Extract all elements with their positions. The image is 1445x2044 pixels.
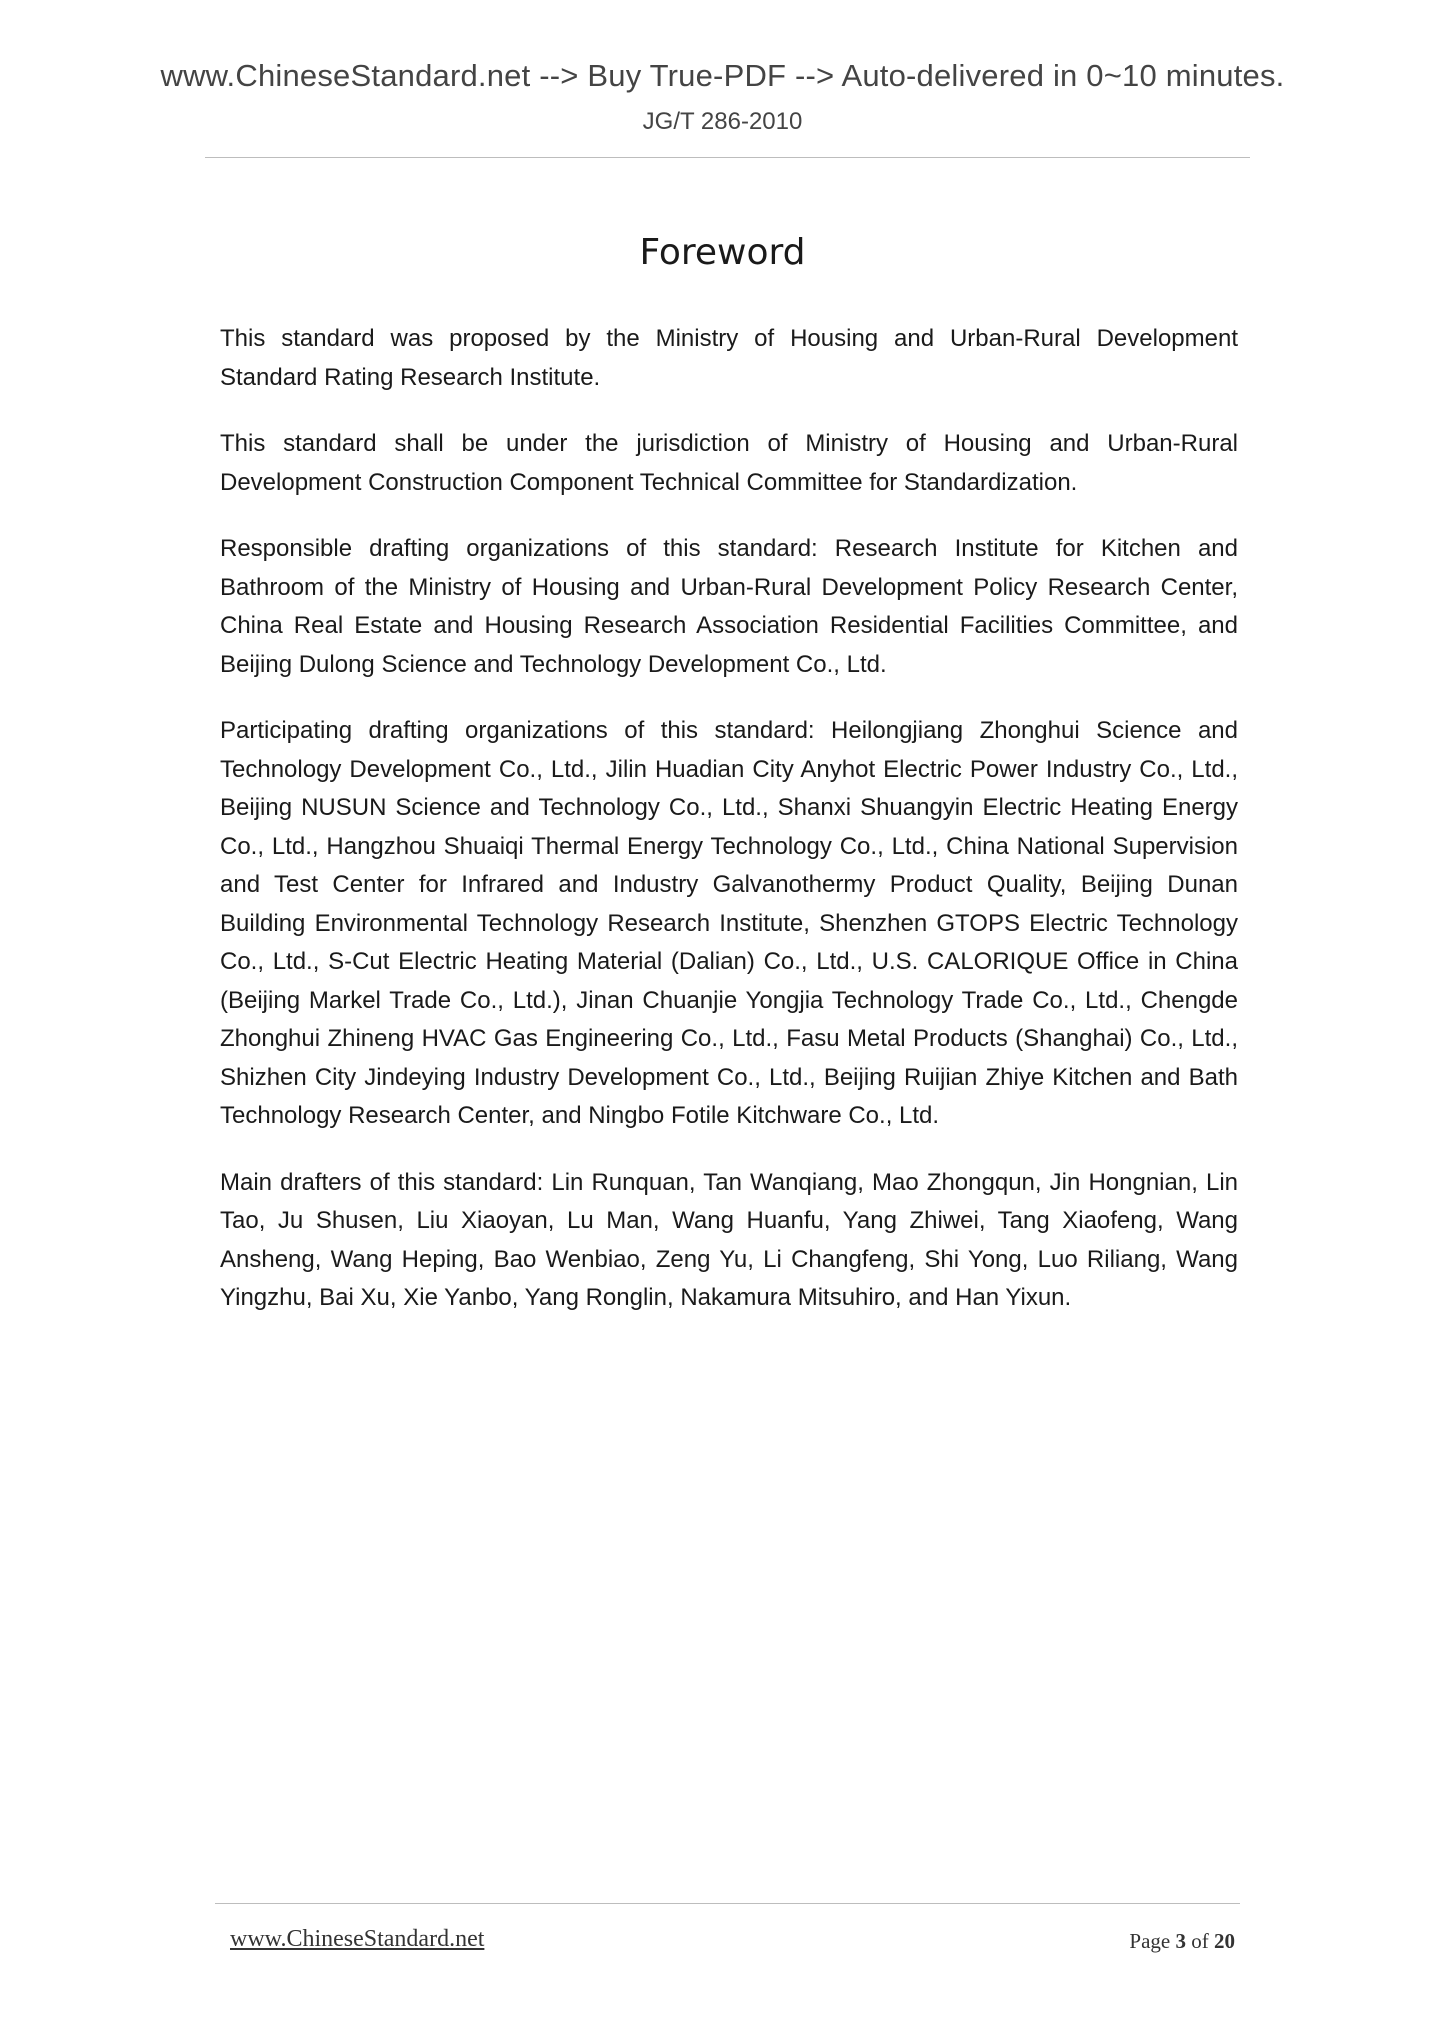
paragraph-responsible-organizations: Responsible drafting organizations of this standard: Research Institute for Kitchen and Bathroom of the Ministry of Housing and Urban-Rural Development Policy Research Center, China Real Estate and Housing Research Association Residential Facilities Committee, and Beijing Dulong Science and Technology Development Co., Ltd.	[220, 535, 1238, 678]
page-label: Page	[1129, 1929, 1171, 1953]
page-title: Foreword	[639, 232, 806, 273]
page-total: 20	[1214, 1929, 1235, 1953]
standard-code: JG/T 286-2010	[642, 108, 803, 135]
paragraph-main-drafters: Main drafters of this standard: Lin Runquan, Tan Wanqiang, Mao Zhongqun, Jin Hongnian, Lin Tao, Ju Shusen, Liu Xiaoyan, Lu Man, Wang Huanfu, Yang Zhiwei, Tang Xiaofeng, Wang Ansheng, Wang Heping, Bao Wenbiao, Zeng Yu, Li Changfeng, Shi Yong, Luo Riliang, Wang Yingzhu, Bai Xu, Xie Yanbo, Yang Ronglin, Nakamura Mitsuhiro, and Han Yixun.	[220, 1168, 1238, 1311]
page-number	[1129, 1929, 1235, 1954]
page-of-label: of	[1191, 1929, 1209, 1953]
top-banner: www.ChineseStandard.net --> Buy True-PDF --> Auto-delivered in 0~10 minutes.	[160, 58, 1285, 93]
paragraph-participating-organizations: Participating drafting organizations of this standard: Heilongjiang Zhonghui Science and Technology Development Co., Ltd., Jilin Huadian City Anyhot Electric Power Industry Co., Ltd., Beijing NUSUN Science and Technology Co., Ltd., Shanxi Shuangyin Electric Heating Energy Co., Ltd., Hangzhou Shuaiqi Thermal Energy Technology Co., Ltd., China National Supervision and Test Center for Infrared and Industry Galvanothermy Product Quality, Beijing Dunan Building Environmental Technology Research Institute, Shenzhen GTOPS Electric Technology Co., Ltd., S-Cut Electric Heating Material (Dalian) Co., Ltd., U.S. CALORIQUE Office in China (Beijing Markel Trade Co., Ltd.), Jinan Chuanjie Yongjia Technology Trade Co., Ltd., Chengde Zhonghui Zhineng HVAC Gas Engineering Co., Ltd., Fasu Metal Products (Shanghai) Co., Ltd., Shizhen City Jindeying Industry Development Co., Ltd., Beijing Ruijian Zhiye Kitchen and Bath Technology Research Center, and Ningbo Fotile Kitchware Co., Ltd.	[220, 717, 1238, 1129]
footer-site-link[interactable]: www.ChineseStandard.net	[230, 1926, 485, 1952]
paragraph-proposer: This standard was proposed by the Ministry of Housing and Urban-Rural Development Standard Rating Research Institute.	[220, 325, 1238, 391]
header-divider	[205, 157, 1250, 158]
foreword-body	[220, 320, 1238, 1346]
footer-divider	[215, 1903, 1240, 1904]
paragraph-jurisdiction: This standard shall be under the jurisdiction of Ministry of Housing and Urban-Rural Development Construction Component Technical Committee for Standardization.	[220, 430, 1238, 496]
page-current: 3	[1175, 1929, 1186, 1953]
